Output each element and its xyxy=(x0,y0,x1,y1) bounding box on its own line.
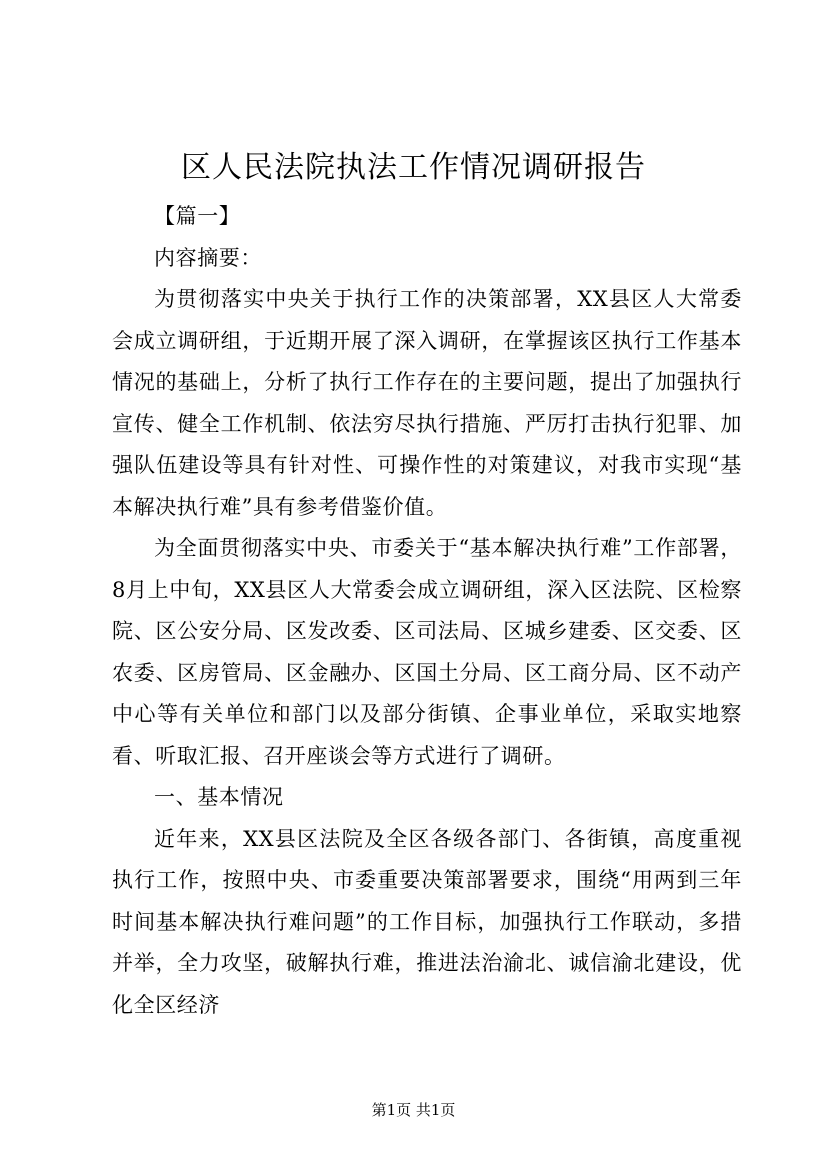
section-heading-basic-situation: 一、基本情况 xyxy=(154,785,284,809)
basic-situation-paragraph: 近年来，XX县区法院及全区各级各部门、各街镇，高度重视执行工作，按照中央、市委重要决策部署要求，围绕“用两到三年时间基本解决执行难问题”的工作目标，加强执行工作联动，多措并举，全力攻坚，破解执行难，推进法治渝北、诚信渝北建设，优化全区经济 xyxy=(112,826,742,1017)
page-footer: 第1页 共1页 xyxy=(371,1101,456,1119)
document-body xyxy=(112,196,742,1026)
intro-paragraph: 为全面贯彻落实中央、市委关于“基本解决执行难”工作部署，8月上中旬，XX县区人大常委会成立调研组，深入区法院、区检察院、区公安分局、区发改委、区司法局、区城乡建委、区交委、区农委、区房管局、区金融办、区国土分局、区工商分局、区不动产中心等有关单位和部门以及部分街镇、企事业单位，采取实地察看、听取汇报、召开座谈会等方式进行了调研。 xyxy=(112,536,742,768)
document-title: 区人民法院执法工作情况调研报告 xyxy=(181,150,646,185)
section-marker: 【篇一】 xyxy=(154,204,241,228)
abstract-label: 内容摘要： xyxy=(154,245,262,270)
abstract-paragraph: 为贯彻落实中央关于执行工作的决策部署，XX县区人大常委会成立调研组，于近期开展了深入调研，在掌握该区执行工作基本情况的基础上，分析了执行工作存在的主要问题，提出了加强执行宣传、健全工作机制、依法穷尽执行措施、严厉打击执行犯罪、加强队伍建设等具有针对性、可操作性的对策建议，对我市实现“基本解决执行难”具有参考借鉴价值。 xyxy=(112,287,742,519)
